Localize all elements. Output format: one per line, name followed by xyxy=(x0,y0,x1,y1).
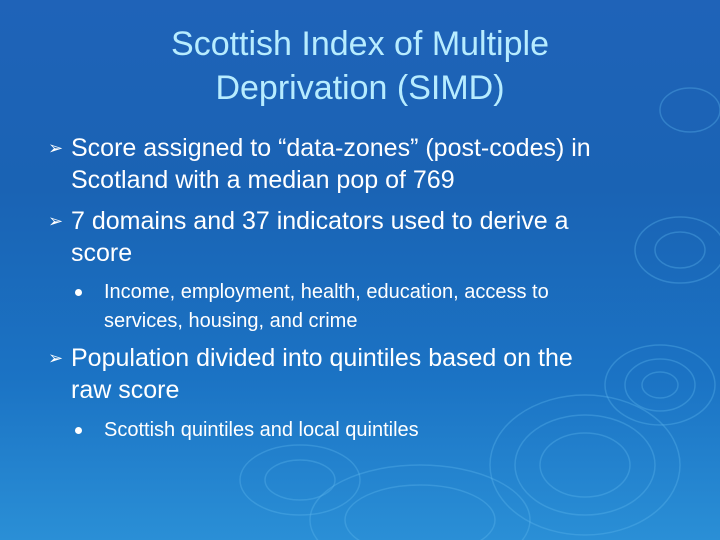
bullet-line: 7 domains and 37 indicators used to derive a xyxy=(71,207,569,235)
bullet-item xyxy=(71,132,591,196)
bullet-item xyxy=(71,342,573,406)
arrow-bullet-icon: ➢ xyxy=(48,348,64,368)
slide-title xyxy=(60,22,660,110)
bullet-item xyxy=(71,205,569,269)
bullet-line: raw score xyxy=(71,376,180,404)
arrow-bullet-icon: ➢ xyxy=(48,138,64,158)
sub-bullet-item xyxy=(104,278,549,336)
bullet-line: Score assigned to “data-zones” (post-codes) in xyxy=(71,134,591,162)
dot-bullet-icon xyxy=(75,427,82,434)
bullet-line: score xyxy=(71,239,133,267)
bullet-line: services, housing, and crime xyxy=(104,310,358,332)
slide-title-line: Scottish Index of Multiple xyxy=(171,25,549,63)
bullet-line: Income, employment, health, education, access to xyxy=(104,281,549,303)
bullet-line: Scottish quintiles and local quintiles xyxy=(104,419,419,441)
dot-bullet-icon xyxy=(75,289,82,296)
bullet-line: Scotland with a median pop of 769 xyxy=(71,166,455,194)
bullet-line: Population divided into quintiles based on the xyxy=(71,344,573,372)
slide-title-line: Deprivation (SIMD) xyxy=(215,69,505,107)
arrow-bullet-icon: ➢ xyxy=(48,211,64,231)
sub-bullet-item xyxy=(104,416,419,445)
